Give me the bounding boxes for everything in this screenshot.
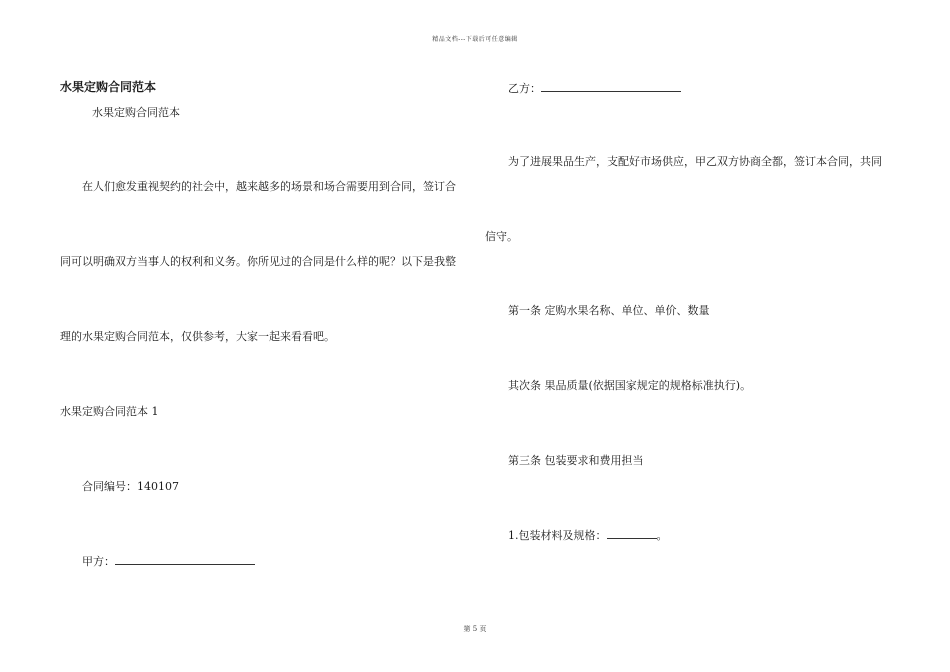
party-a-line [82,555,255,569]
article-1: 第一条 定购水果名称、单位、单价、数量 [508,304,710,317]
page-footer: 第 5 页 [463,625,487,633]
article-2: 其次条 果品质量(依据国家规定的规格标准执行)。 [508,379,752,392]
party-b-line [508,82,681,96]
purpose-line-2: 信守。 [485,230,518,243]
intro-paragraph-line-3: 理的水果定购合同范本，仅供参考，大家一起来看看吧。 [60,330,335,343]
contract-number-label: 合同编号： [82,480,137,493]
intro-paragraph-line-1: 在人们愈发重视契约的社会中，越来越多的场景和场合需要用到合同，签订合 [82,180,456,193]
purpose-line-1: 为了进展果品生产，支配好市场供应，甲乙双方协商全都，签订本合同，共同 [508,155,882,168]
packaging-item-1-blank [607,529,657,539]
party-a-label: 甲方： [82,555,115,568]
packaging-item-1 [508,529,668,543]
sample-heading: 水果定购合同范本 1 [60,405,159,418]
article-3: 第三条 包装要求和费用担当 [508,454,644,467]
party-b-blank [541,82,681,92]
document-title: 水果定购合同范本 [60,80,157,94]
party-a-blank [115,555,255,565]
party-b-label: 乙方： [508,82,541,95]
packaging-item-1-end: 。 [656,529,668,542]
page-header: 精品文档---下载后可任意编辑 [432,36,518,43]
contract-number-value: 140107 [137,480,179,493]
contract-number [82,480,179,494]
document-subtitle: 水果定购合同范本 [92,106,180,119]
intro-paragraph-line-2: 同可以明确双方当事人的权利和义务。你所见过的合同是什么样的呢？以下是我整 [60,255,456,268]
packaging-item-1-label: 1.包装材料及规格： [508,529,607,542]
